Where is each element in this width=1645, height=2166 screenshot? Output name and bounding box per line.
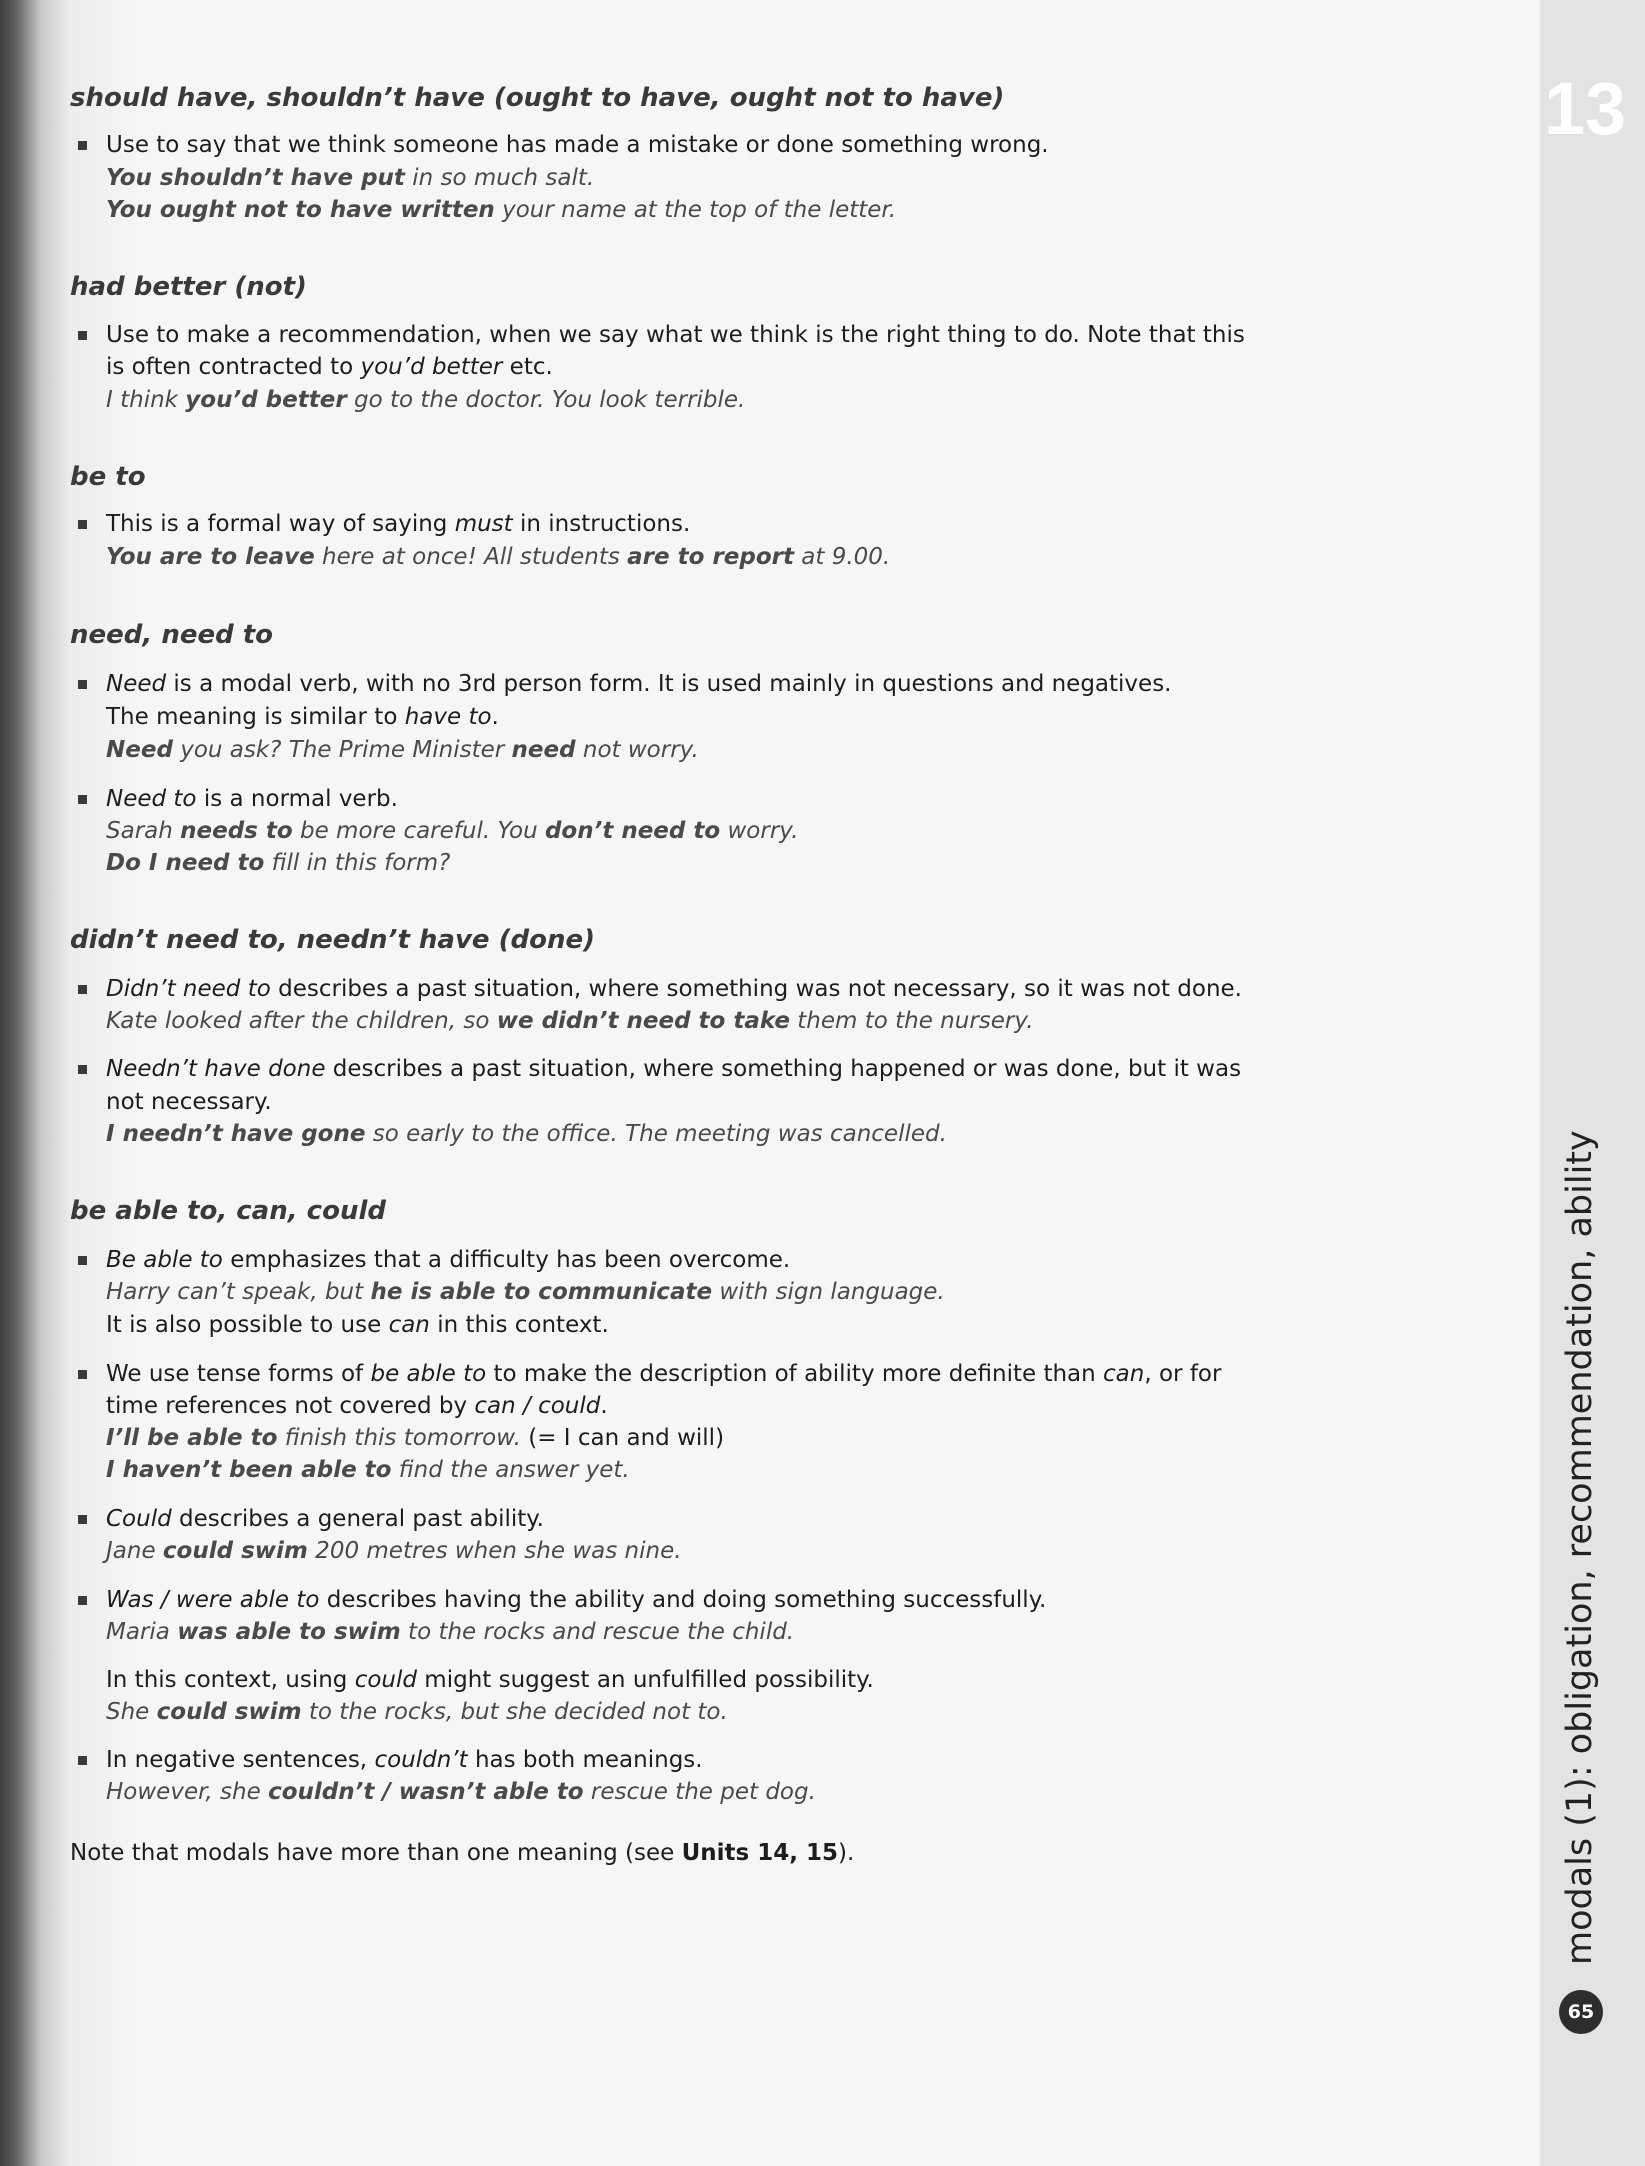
- example: Kate looked after the children, so we didn’t need to take them to the nursery.: [106, 1008, 1034, 1034]
- rule-text: Use to make a recommendation, when we say what we think is the right thing to do. Note that this: [106, 322, 1245, 348]
- rule-text: is often contracted to you’d better etc.: [106, 354, 553, 380]
- rule-text: Need is a modal verb, with no 3rd person form. It is used mainly in questions and negatives.: [106, 671, 1172, 697]
- bullet: [78, 141, 87, 150]
- example: Do I need to fill in this form?: [106, 850, 451, 876]
- section-heading: be to: [70, 462, 146, 492]
- bullet: [78, 1515, 87, 1524]
- rule-text: Didn’t need to describes a past situation, where something was not necessary, so it was not done.: [106, 976, 1242, 1002]
- section-heading: had better (not): [70, 272, 307, 302]
- example: Harry can’t speak, but he is able to communicate with sign language.: [106, 1279, 945, 1305]
- example: I’ll be able to finish this tomorrow. (= I can and will): [106, 1425, 725, 1451]
- bullet: [78, 985, 87, 994]
- spine-shadow: [0, 0, 40, 2166]
- bullet: [78, 1065, 87, 1074]
- example: I haven’t been able to find the answer yet.: [106, 1457, 630, 1483]
- example: However, she couldn’t / wasn’t able to rescue the pet dog.: [106, 1779, 816, 1805]
- unit-number: 13: [1543, 67, 1627, 150]
- bullet: [78, 1596, 87, 1605]
- section-heading: should have, shouldn’t have (ought to have, ought not to have): [70, 83, 1005, 113]
- section-heading: didn’t need to, needn’t have (done): [70, 925, 595, 955]
- note: Note that modals have more than one meaning (see Units 14, 15).: [70, 1840, 855, 1866]
- bullet: [78, 680, 87, 689]
- rule-text: It is also possible to use can in this context.: [106, 1312, 609, 1338]
- rule-text: The meaning is similar to have to.: [106, 704, 499, 730]
- section-heading: be able to, can, could: [70, 1196, 386, 1226]
- example: Sarah needs to be more careful. You don’t need to worry.: [106, 818, 799, 844]
- rule-text: This is a formal way of saying must in instructions.: [106, 511, 691, 537]
- section-heading: need, need to: [70, 620, 274, 650]
- rule-text: Be able to emphasizes that a difficulty has been overcome.: [106, 1247, 791, 1273]
- example: I think you’d better go to the doctor. You look terrible.: [106, 387, 746, 413]
- example: You shouldn’t have put in so much salt.: [106, 165, 595, 191]
- example: Need you ask? The Prime Minister need not worry.: [106, 737, 699, 763]
- example: She could swim to the rocks, but she decided not to.: [106, 1699, 728, 1725]
- side-title: modals (1): obligation, recommendation, ability: [1560, 1130, 1600, 1965]
- example: I needn’t have gone so early to the office. The meeting was cancelled.: [106, 1121, 947, 1147]
- rule-text: time references not covered by can / could.: [106, 1393, 608, 1419]
- example: You are to leave here at once! All students are to report at 9.00.: [106, 544, 891, 570]
- bullet: [78, 795, 87, 804]
- example: You ought not to have written your name at the top of the letter.: [106, 197, 897, 223]
- example: Maria was able to swim to the rocks and rescue the child.: [106, 1619, 795, 1645]
- bullet: [78, 331, 87, 340]
- rule-text: In this context, using could might suggest an unfulfilled possibility.: [106, 1667, 874, 1693]
- rule-text: We use tense forms of be able to to make the description of ability more definite than can, or for: [106, 1361, 1222, 1387]
- rule-text: Could describes a general past ability.: [106, 1506, 544, 1532]
- bullet: [78, 1756, 87, 1765]
- rule-text: In negative sentences, couldn’t has both meanings.: [106, 1747, 703, 1773]
- bullet: [78, 1256, 87, 1265]
- rule-text: Need to is a normal verb.: [106, 786, 398, 812]
- rule-text: Use to say that we think someone has made a mistake or done something wrong.: [106, 132, 1049, 158]
- page-number: 65: [1559, 1990, 1603, 2034]
- bullet: [78, 1370, 87, 1379]
- rule-text: not necessary.: [106, 1089, 272, 1115]
- rule-text: Needn’t have done describes a past situation, where something happened or was done, but it was: [106, 1056, 1242, 1082]
- example: Jane could swim 200 metres when she was nine.: [106, 1538, 682, 1564]
- bullet: [78, 520, 87, 529]
- rule-text: Was / were able to describes having the ability and doing something successfully.: [106, 1587, 1047, 1613]
